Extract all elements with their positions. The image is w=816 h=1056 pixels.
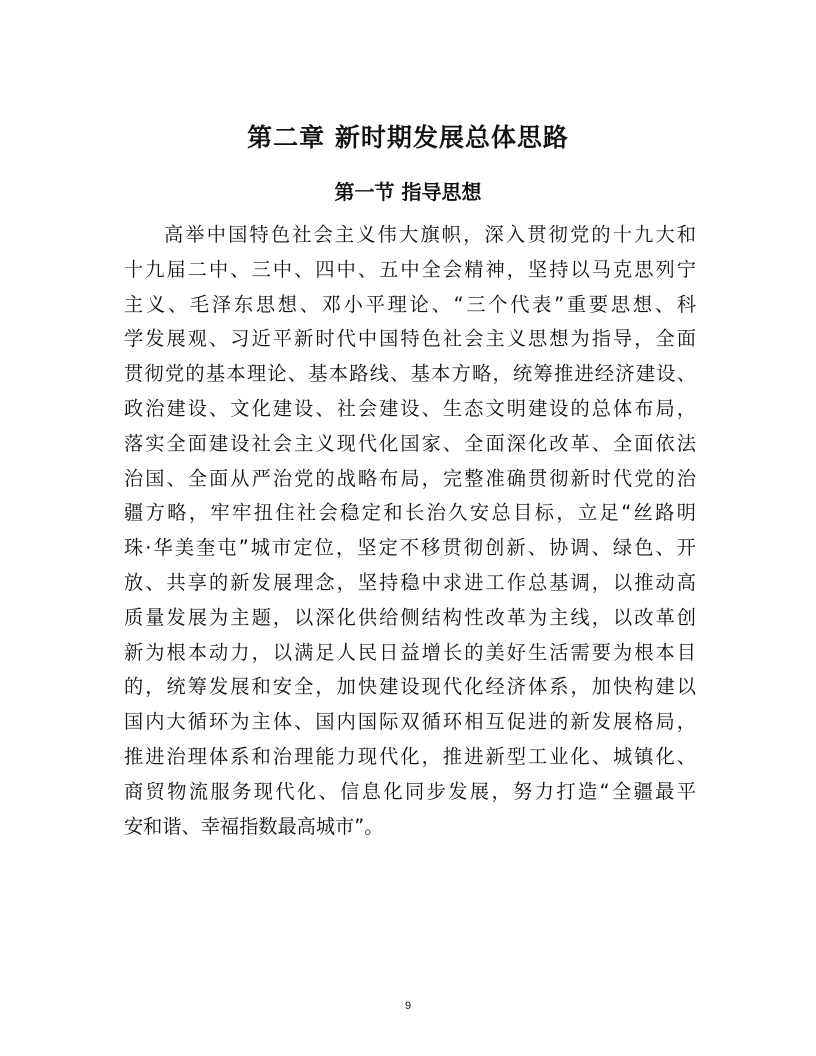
paragraph-line: 学发展观、习近平新时代中国特色社会主义思想为指导，全面 (124, 327, 696, 351)
paragraph-line: 珠·华美奎屯”城市定位，坚定不移贯彻创新、协调、绿色、开 (124, 536, 696, 560)
paragraph-line: 质量发展为主题，以深化供给侧结构性改革为主线，以改革创 (124, 605, 696, 629)
paragraph-line: 新为根本动力，以满足人民日益增长的美好生活需要为根本目 (124, 640, 696, 664)
paragraph-line: 商贸物流服务现代化、信息化同步发展，努力打造“全疆最平 (124, 779, 696, 803)
guiding-ideology-paragraph (124, 218, 696, 844)
paragraph-line: 落实全面建设社会主义现代化国家、全面深化改革、全面依法 (124, 431, 696, 455)
paragraph-line: 推进治理体系和治理能力现代化，推进新型工业化、城镇化、 (124, 744, 696, 768)
chapter-title: 第二章 新时期发展总体思路 (247, 123, 569, 152)
paragraph-line: 治国、全面从严治党的战略布局，完整准确贯彻新时代党的治 (124, 466, 696, 490)
paragraph-line: 高举中国特色社会主义伟大旗帜，深入贯彻党的十九大和 (164, 223, 696, 246)
paragraph-line: 放、共享的新发展理念，坚持稳中求进工作总基调，以推动高 (124, 570, 696, 594)
paragraph-line: 政治建设、文化建设、社会建设、生态文明建设的总体布局， (124, 396, 696, 420)
section-title: 第一节 指导思想 (334, 180, 482, 204)
paragraph-line: 主义、毛泽东思想、邓小平理论、“三个代表”重要思想、科 (124, 292, 696, 316)
paragraph-line: 疆方略，牢牢扭住社会稳定和长治久安总目标，立足“丝路明 (124, 501, 696, 525)
page-number: 9 (404, 1000, 412, 1012)
paragraph-line: 十九届二中、三中、四中、五中全会精神，坚持以马克思列宁 (124, 257, 696, 281)
paragraph-line: 安和谐、幸福指数最高城市”。 (124, 814, 384, 838)
paragraph-line: 贯彻党的基本理论、基本路线、基本方略，统筹推进经济建设、 (124, 362, 696, 386)
paragraph-line: 国内大循环为主体、国内国际双循环相互促进的新发展格局， (124, 710, 696, 734)
paragraph-line: 的，统筹发展和安全，加快建设现代化经济体系，加快构建以 (124, 675, 696, 699)
